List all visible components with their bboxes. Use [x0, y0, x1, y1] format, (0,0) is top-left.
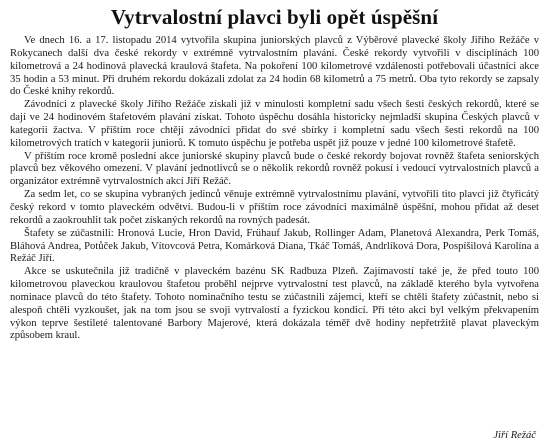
article-title: Vytrvalostní plavci byli opět úspěšní	[110, 5, 439, 29]
article-paragraph: Za sedm let, co se skupina vybraných jedinců věnuje extrémně vytrvalostnímu plavání, vytvořili tito plavci již čtyřicátý český rekord v tomto plaveckém odvětví. Budou-li v příštím roce závodníci maximálně úspěšní, mohou přidat až deset rekordů a zaokrouhlit tak počet získaných rekordů na rovných padesát.	[10, 189, 539, 226]
article-paragraph: Závodníci z plavecké školy Jiřího Režáče získali již v minulosti kompletní sadu všech šesti českých rekordů, které se dají ve 24 hodinovém štafetovém plavání získat. Tohoto úspěchu dosáhla historicky nejmladší skupina Českých plavců v kategorii žactva. V příštím roce chtějí závodníci přidat do své sbírky i kompletní sadu všech šesti rekordů na 100 kilometrových tratích v kategorii juniorů. K tomuto úspěchu je potřeba uspět již pouze v jedné 100 kilometrové štafetě.	[10, 99, 539, 149]
author-signature: Jiří Režáč	[493, 430, 536, 441]
article-paragraph: Štafety se zúčastnili: Hronová Lucie, Hron David, Frühauf Jakub, Rollinger Adam, Planetová Alexandra, Perk Tomáš, Bláhová Andrea, Potůček Jakub, Vítovcová Petra, Komárková Diana, Tkáč Tomáš, Andrlíková Dora, Pospíšilová Karolína a Režáč Jiří.	[10, 227, 539, 265]
article-paragraph: Ve dnech 16. a 17. listopadu 2014 vytvořila skupina juniorských plavců z Výběrové plavecké školy Jiřího Režáče v Rokycanech další dva české rekordy v extrémně vytrvalostním plavání. České rekordy vytvořili v disciplínách 100 kilometrová a 24 hodinová plavecká kraulová štafeta. Na pokoření 100 kilometrové vzdálenosti potřebovali účastníci akce 35 hodin a 53 minut. Při druhém rekordu dokázali zdolat za 24 hodin 68 kilometrů a 75 metrů. Oba tyto rekordy se zapsaly do České knihy rekordů.	[10, 35, 539, 98]
article-paragraph: V příštím roce kromě poslední akce juniorské skupiny plavců bude o české rekordy bojovat rovněž štafeta seniorských plavců bez věkového omezení. V plavání jednotlivců se o několik rekordů rovněž pokusí i vedoucí vytrvalostních plavců a organizátor extrémně vytrvalostních akcí Jiří Režáč.	[10, 150, 539, 188]
article-paragraph: Akce se uskutečnila již tradičně v plaveckém bazénu SK Radbuza Plzeň. Zajímavostí také je, že před touto 100 kilometrovou plaveckou kraulovou štafetou proběhl nejprve vytrvalostní test plavců, na základě kterého byla vytvořena nominace plavců do této štafety. Tohoto nominačního testu se zúčastnili zájemci, kteří se chtěli štafety zúčastnit, nebo si alespoň chtěli vyzkoušet, jak na tom jsou se svoji vytrvalostí a fyzickou kondicí. Při této akci byl velkým překvapením výkon teprve šestileté talentované Barbory Majerové, která dokázala téměř dvě hodiny nepřetržitě plavat plaveckým způsobem kraul.	[10, 266, 539, 342]
article-body	[10, 35, 539, 343]
